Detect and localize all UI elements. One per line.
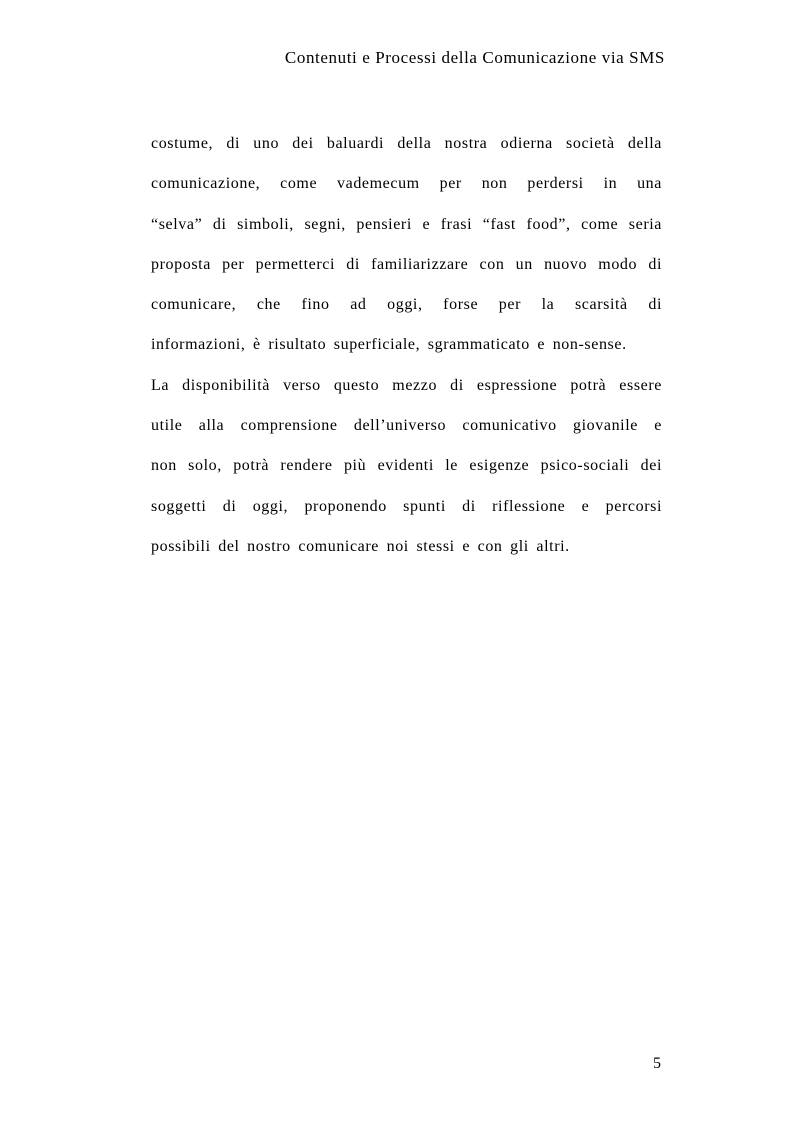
page-number: 5 <box>653 1055 661 1072</box>
text-line: comunicare, che fino ad oggi, forse per la scarsità di <box>151 296 662 314</box>
text-line: comunicazione, come vademecum per non perdersi in una <box>151 175 662 193</box>
text-line: non solo, potrà rendere più evidenti le esigenze psico-sociali dei <box>151 457 662 475</box>
text-line: proposta per permetterci di familiarizzare con un nuovo modo di <box>151 255 662 273</box>
text-line: “selva” di simboli, segni, pensieri e frasi “fast food”, come seria <box>151 215 662 233</box>
running-header: Contenuti e Processi della Comunicazione via SMS <box>284 48 665 67</box>
text-line: La disponibilità verso questo mezzo di espressione potrà essere <box>151 376 662 394</box>
text-line: soggetti di oggi, proponendo spunti di riflessione e percorsi <box>151 497 662 515</box>
text-line: costume, di uno dei baluardi della nostra odierna società della <box>151 135 662 152</box>
text-line: informazioni, è risultato superficiale, sgrammaticato e non-sense. <box>151 336 627 354</box>
body-text <box>151 129 662 572</box>
text-line: utile alla comprensione dell’universo comunicativo giovanile e <box>151 417 662 435</box>
text-line: possibili del nostro comunicare noi stessi e con gli altri. <box>151 537 570 555</box>
